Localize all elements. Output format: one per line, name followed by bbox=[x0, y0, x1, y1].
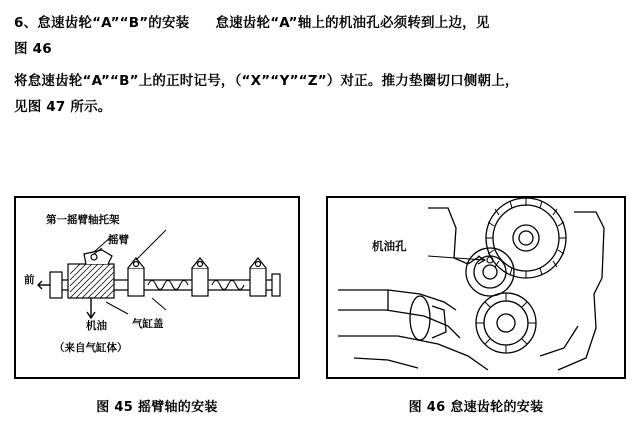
figure-46-image bbox=[326, 196, 626, 379]
paragraph-1 bbox=[14, 10, 628, 62]
figure-45 bbox=[14, 196, 300, 415]
paragraph-2-segment-b: 见图 47 所示。 bbox=[14, 99, 112, 115]
figure-45-label-source: （来自气缸体） bbox=[54, 342, 128, 354]
figure-45-label-rocker: 摇臂 bbox=[108, 234, 129, 246]
figure-45-caption: 图 45 摇臂轴的安装 bbox=[96, 400, 218, 415]
paragraph-2 bbox=[14, 68, 628, 120]
figure-46 bbox=[326, 196, 626, 415]
paragraph-1-segment-b: 怠速齿轮“A”轴上的机油孔必须转到上边，见 bbox=[215, 15, 490, 31]
figure-46-label-oil-hole: 机油孔 bbox=[372, 239, 407, 253]
paragraph-2-segment-a: 将怠速齿轮“A”“B”上的正时记号，（“X”“Y”“Z”）对正。推力垫圈切口侧朝上， bbox=[14, 73, 519, 89]
figure-45-label-oil: 机油 bbox=[86, 320, 107, 332]
figure-46-caption: 图 46 怠速齿轮的安装 bbox=[408, 400, 544, 415]
paragraph-1-segment-a: 6、怠速齿轮“A”“B”的安装 bbox=[14, 15, 190, 31]
figure-45-label-front: 前 bbox=[24, 274, 35, 286]
figure-45-label-cylinder-head: 气缸盖 bbox=[132, 318, 164, 330]
paragraph-1-segment-c: 图 46 bbox=[14, 41, 52, 57]
idle-gear-photo bbox=[328, 198, 624, 377]
figure-45-label-bracket: 第一摇臂轴托架 bbox=[46, 214, 120, 226]
figure-45-image bbox=[14, 196, 300, 379]
figure-row bbox=[14, 196, 626, 415]
